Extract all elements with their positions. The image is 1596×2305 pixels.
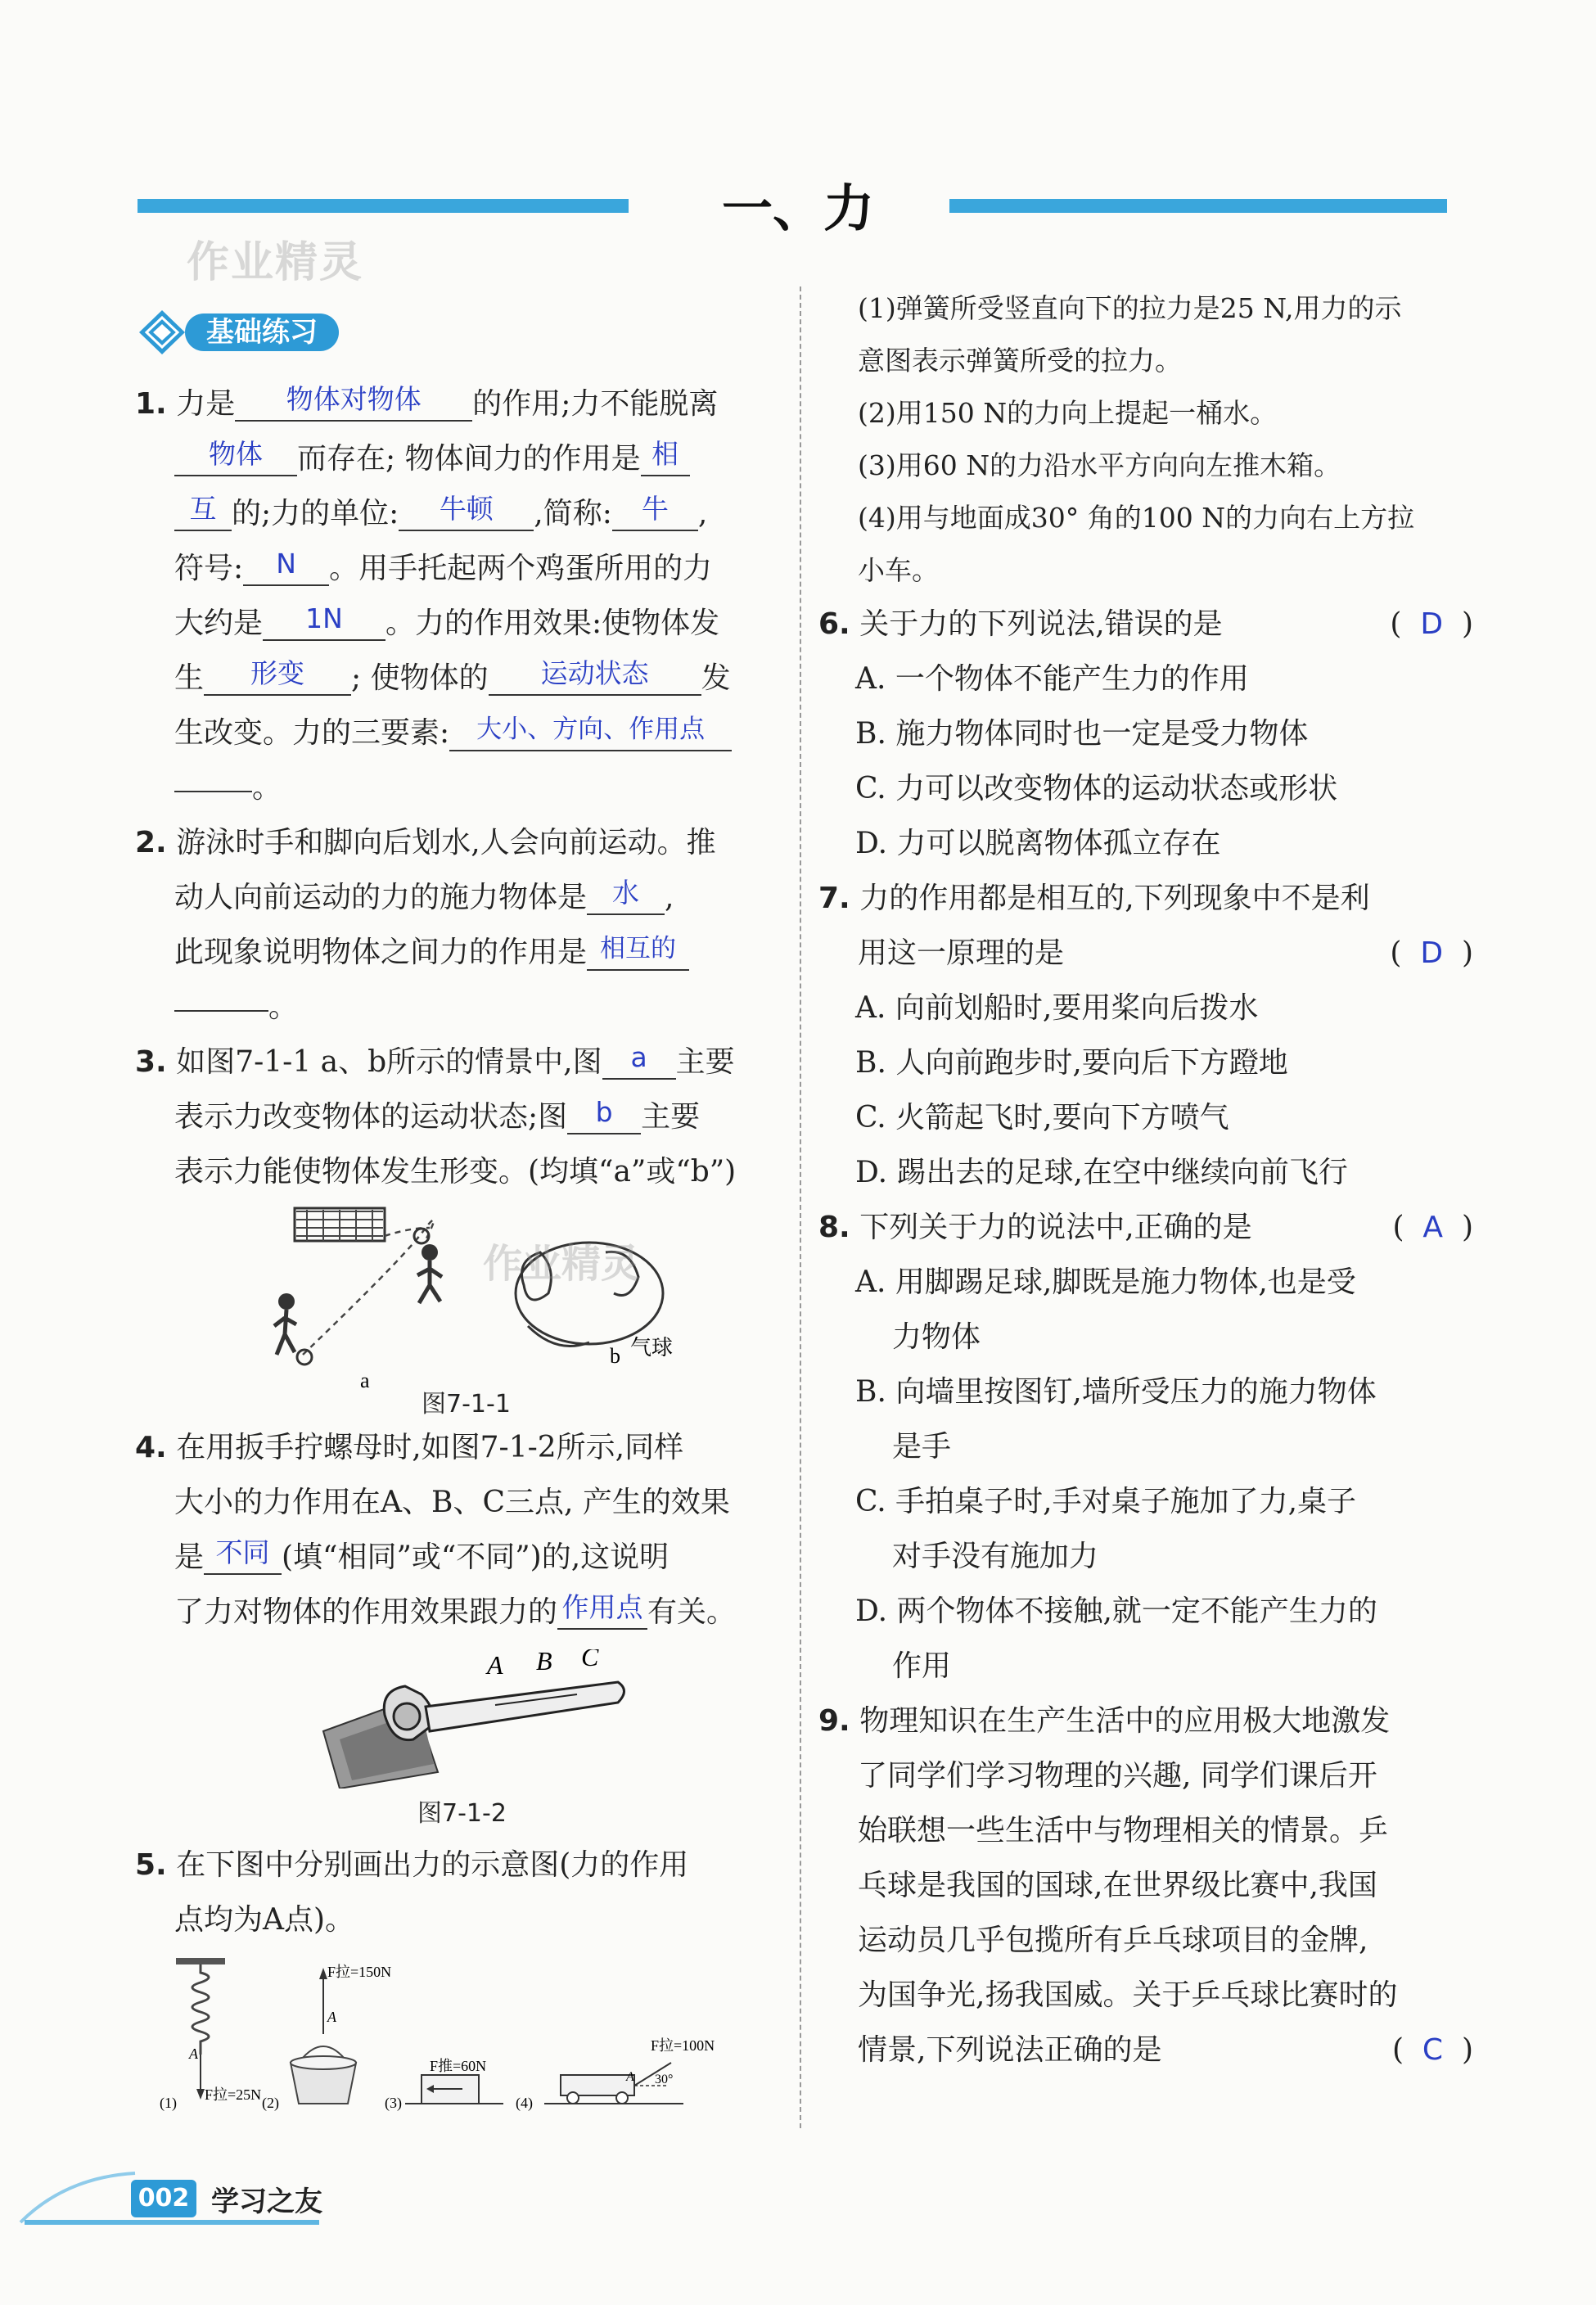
text: ; 使物体的 [351,661,489,695]
figure-number: (4) [516,2095,533,2111]
text: 是 [174,1540,205,1574]
option-d-cont: 作用 [892,1649,952,1683]
question-number: 4. [135,1431,167,1464]
text: 始联想一些生活中与物理相关的情景。乒 [858,1814,1389,1847]
q5-requirements [818,282,1473,597]
question-2 [135,815,790,1035]
option-a: A. 用脚踢足球,脚既是施力物体,也是受 [855,1265,1356,1299]
figure-caption-7-1-1: 图7-1-1 [422,1390,511,1419]
wrench [384,1682,624,1740]
answer: D [1420,607,1444,641]
text: 表示力改变物体的运动状态;图 [174,1100,568,1134]
bucket-figure [262,1964,391,2112]
option-a-cont: 力物体 [892,1320,981,1354]
answer-blank: 牛 [612,489,698,531]
text: 主要 [675,1045,735,1079]
text: 的作用;力不能脱离 [472,387,719,421]
answer-blank: 牛顿 [399,489,534,531]
answer: C [1422,2033,1444,2067]
option-b-cont: 是手 [892,1430,952,1464]
answer: D [1420,936,1444,970]
text: 下列关于力的说法中,正确的是 [859,1211,1252,1244]
question-number: 6. [818,607,850,641]
option-d: D. 两个物体不接触,就一定不能产生力的 [855,1595,1377,1628]
force-label: F拉=100N [651,2037,715,2054]
answer-blank: 相 [641,434,690,476]
answer-paren: ( D ) [1390,936,1473,970]
option-b: B. 施力物体同时也一定是受力物体 [855,717,1309,751]
column-divider [800,286,801,2128]
figure-number: (3) [385,2095,402,2111]
box-figure [385,2058,503,2112]
text: (1)弹簧所受竖直向下的拉力是25 N,用力的示 [858,292,1402,324]
text: (2)用150 N的力向上提起一桶水。 [858,397,1278,429]
answer-blank: 运动状态 [489,653,701,696]
text: , [665,881,674,914]
text: 。 [252,771,282,805]
fig-label-b: b [610,1344,620,1368]
answer-blank: 大小、方向、作用点 [449,709,732,751]
text: 如图7-1-1 a、b所示的情景中,图 [176,1045,602,1079]
text: 小车。 [858,554,939,586]
option-b: B. 人向前跑步时,要向后下方蹬地 [855,1046,1288,1080]
question-number: 3. [135,1045,167,1079]
answer-blank: a [602,1037,676,1080]
option-c: C. 火箭起飞时,要向下方喷气 [855,1101,1229,1134]
question-1 [135,377,790,815]
text: 游泳时手和脚向后划水,人会向前运动。推 [176,826,716,859]
text: 发 [701,661,731,695]
text: 大约是 [174,607,264,640]
point-a-label: A [487,1650,503,1680]
force-label: F拉=25N [205,2086,262,2103]
text: 力是 [176,387,236,421]
player-2 [414,1229,442,1303]
question-8 [818,1200,1473,1694]
question-5 [135,1838,790,1947]
book-title: 学习之友 [211,2185,322,2218]
text: 动人向前运动的力的施力物体是 [174,881,588,914]
point-label: A [626,2070,634,2084]
text: 了力对物体的作用效果跟力的 [174,1595,558,1629]
text: 在用扳手拧螺母时,如图7-1-2所示,同样 [176,1431,684,1464]
question-number: 2. [135,826,167,859]
figure-number: (2) [262,2095,279,2111]
point-c-label: C [581,1649,599,1671]
option-b: B. 向墙里按图钉,墙所受压力的施力物体 [855,1375,1377,1409]
text: 在下图中分别画出力的示意图(力的作用 [176,1848,689,1882]
answer: A [1422,1211,1444,1244]
text: 关于力的下列说法,错误的是 [859,607,1223,641]
text: (4)用与地面成30° 角的100 N的力向右上方拉 [858,502,1415,534]
text: 。 [268,990,299,1024]
option-c: C. 力可以改变物体的运动状态或形状 [855,772,1338,805]
text: , [697,497,708,530]
left-column [135,377,790,1199]
text: (3)用60 N的力沿水平方向向左推木箱。 [858,449,1341,481]
text: 。用手托起两个鸡蛋所用的力 [329,552,713,585]
option-c: C. 手拍桌子时,手对桌子施加了力,桌子 [855,1485,1357,1518]
point-label: A [189,2046,198,2062]
text: (填“相同”或“不同”)的,这说明 [282,1540,670,1574]
figure-q5 [160,1956,749,2112]
answer-blank: 互 [174,489,232,531]
title-bar-left [138,199,629,213]
footer-decoration [16,2169,139,2226]
fig-label-a: a [360,1369,370,1392]
text: 点均为A点)。 [174,1903,355,1937]
answer-blank: 形变 [204,653,351,696]
figure-7-1-1 [246,1203,704,1392]
text: 了同学们学习物理的兴趣, 同学们课后开 [858,1759,1377,1793]
text: ,简称: [534,497,612,530]
option-d: D. 踢出去的足球,在空中继续向前飞行 [855,1156,1348,1189]
answer-blank: 物体 [174,434,297,476]
answer-blank: 相互的 [587,928,689,971]
text: 主要 [641,1100,701,1134]
question-6 [818,597,1473,871]
figure-7-1-2 [315,1649,626,1789]
question-number: 8. [818,1211,850,1244]
page-title: 一、力 [721,178,874,238]
text: 的;力的单位: [232,497,399,530]
question-number: 9. [818,1704,850,1738]
answer-blank: 物体对物体 [235,379,472,422]
text: 力的作用都是相互的,下列现象中不是利 [859,882,1370,915]
question-number: 1. [135,387,167,421]
angle-label: 30° [655,2073,674,2086]
text: 运动员几乎包揽所有乒乓球项目的金牌, [858,1924,1368,1957]
option-c-cont: 对手没有施加力 [892,1540,1099,1573]
question-7 [818,871,1473,1200]
point-label: A [327,2009,336,2025]
watermark-small: 作业精灵 [483,1241,641,1287]
question-9 [818,1694,1473,2077]
question-3 [135,1035,790,1199]
text: 生 [174,661,205,695]
answer-blank: 1N [263,598,385,641]
text: 而存在; 物体间力的作用是 [297,442,641,476]
answer-blank: 水 [587,873,665,915]
section-badge [138,309,350,356]
force-label: F推=60N [430,2058,487,2074]
question-4 [135,1420,790,1640]
option-a: A. 一个物体不能产生力的作用 [855,662,1249,696]
spring-figure [160,1958,261,2112]
text: 物理知识在生产生活中的应用极大地激发 [859,1704,1391,1738]
text: 用这一原理的是 [858,936,1065,970]
answer-paren: ( A ) [1392,1211,1473,1244]
answer-blank-continuation [174,791,252,792]
question-number: 5. [135,1848,167,1882]
text: 有关。 [647,1595,737,1629]
soccer-goal [295,1208,385,1241]
player-1 [274,1293,312,1365]
text: 大小的力作用在A、B、C三点, 产生的效果 [174,1486,730,1519]
text: 为国争光,扬我国威。关于乒乓球比赛时的 [858,1978,1398,2012]
text: 符号: [174,552,244,585]
text: 此现象说明物体之间力的作用是 [174,936,588,969]
question-number: 7. [818,882,850,915]
page-number: 002 [131,2180,196,2217]
balloon-label: 气球 [630,1336,674,1360]
text: 。力的作用效果:使物体发 [385,607,720,640]
right-column [818,282,1473,2077]
answer-blank: 不同 [204,1532,282,1575]
footer-line [25,2220,319,2225]
answer-blank-continuation [174,1010,268,1012]
figure-number: (1) [160,2095,177,2111]
answer-blank: N [243,544,329,586]
force-label: F拉=150N [327,1964,392,1980]
answer-blank: b [567,1092,641,1134]
text: 生改变。力的三要素: [174,716,450,750]
title-bar-right [949,199,1447,213]
cart-figure [516,2037,715,2112]
section-title: 基础练习 [185,313,339,351]
option-d: D. 力可以脱离物体孤立存在 [855,827,1221,860]
answer-blank: 作用点 [557,1587,647,1630]
option-a: A. 向前划船时,要用桨向后拨水 [855,991,1259,1025]
text: 意图表示弹簧所受的拉力。 [858,345,1182,377]
answer-paren: ( C ) [1391,2033,1473,2067]
watermark: 作业精灵 [187,238,364,287]
answer-paren: ( D ) [1390,607,1473,641]
text: 情景,下列说法正确的是 [858,2033,1162,2067]
text: 乓球是我国的国球,在世界级比赛中,我国 [858,1869,1377,1902]
point-b-label: B [536,1649,552,1676]
figure-caption-7-1-2: 图7-1-2 [417,1799,507,1828]
text: 表示力能使物体发生形变。(均填“a”或“b”) [174,1155,737,1189]
